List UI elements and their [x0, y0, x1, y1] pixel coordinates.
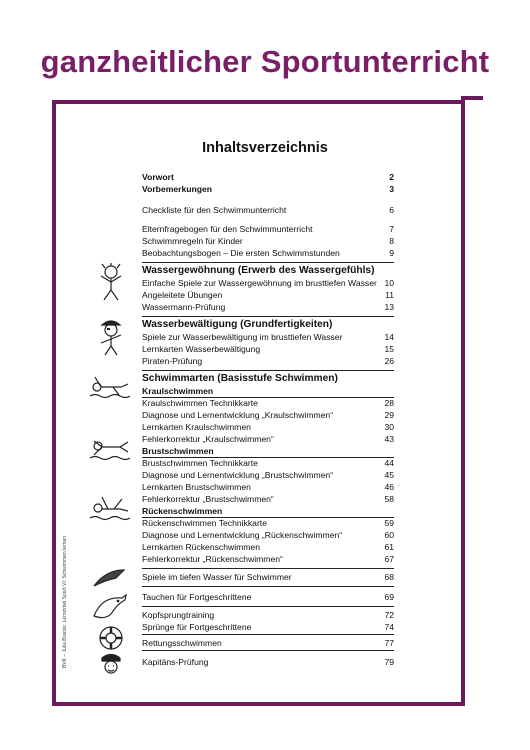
lifeguard-buoy-icon	[94, 624, 128, 652]
toc-title: Inhaltsverzeichnis	[202, 140, 328, 156]
section-divider	[142, 586, 394, 587]
section-divider	[142, 370, 394, 371]
diving-bird-icon	[90, 566, 130, 592]
breaststroke-swimmer-icon	[88, 434, 132, 464]
wassermann-icon	[94, 262, 128, 304]
frame-tail	[461, 96, 483, 100]
captain-icon	[94, 650, 128, 680]
crawl-swimmer-icon	[88, 372, 132, 402]
section-divider	[142, 650, 394, 651]
dolphin-icon	[90, 592, 130, 622]
pirate-icon	[94, 316, 128, 358]
section-divider	[142, 606, 394, 607]
section-divider	[142, 262, 394, 263]
section-divider	[142, 316, 394, 317]
section-divider	[142, 634, 394, 635]
section-divider	[142, 568, 394, 569]
backstroke-swimmer-icon	[88, 494, 132, 524]
page-header-title: ganzheitlicher Sportunterricht	[40, 44, 490, 79]
side-credit: BVK – Julia Bracke: Lernzirkel Sport VI: Schwimmen lernen	[62, 536, 68, 668]
